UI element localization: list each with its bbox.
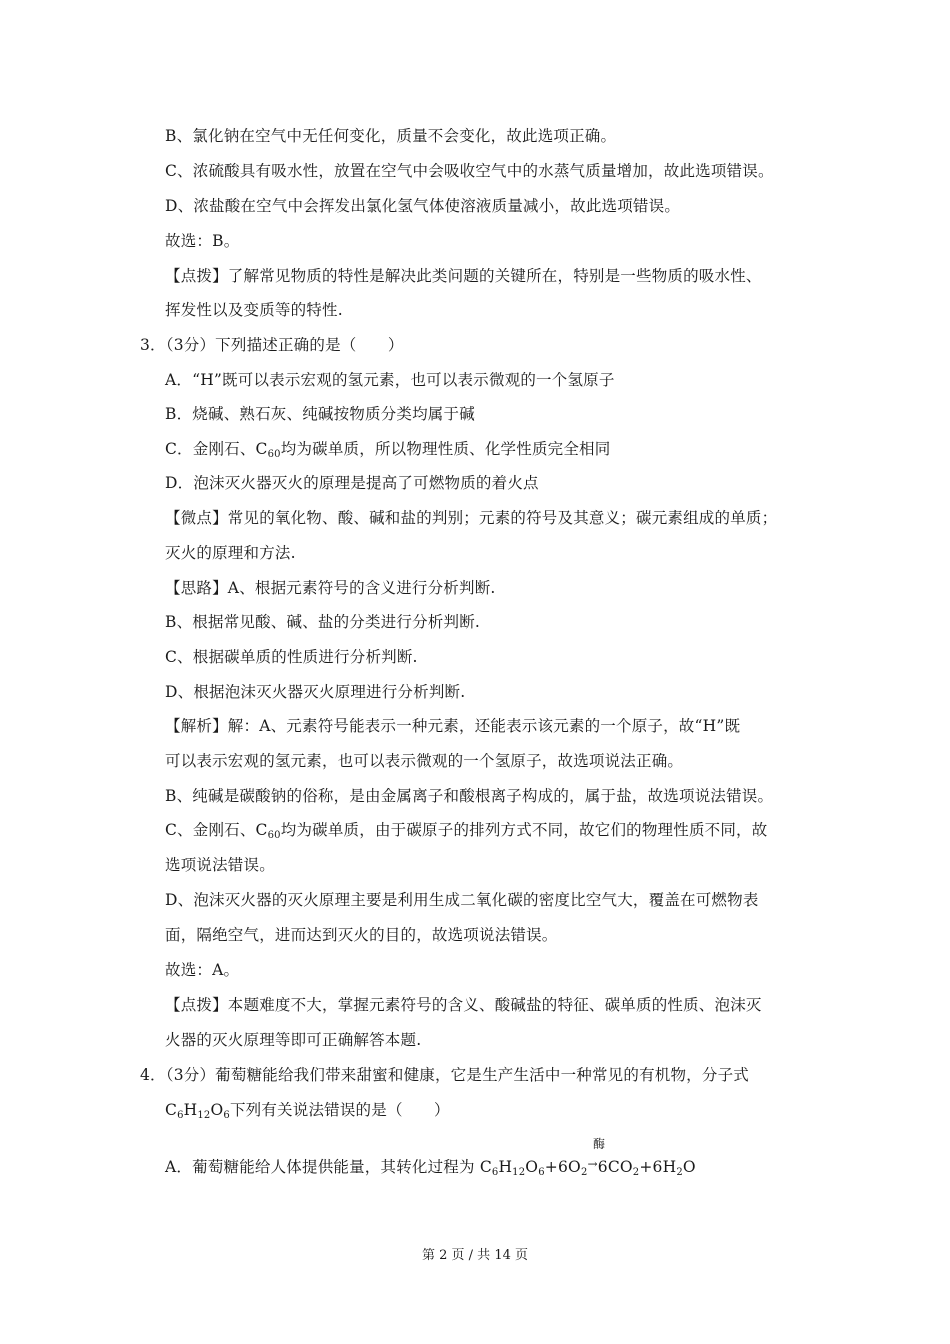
- subscript: 6: [223, 1110, 230, 1121]
- page-number-footer: 第 2 页 / 共 14 页: [422, 1248, 528, 1263]
- knowledge-point-line: 【微点】常见的氧化物、酸、碱和盐的判别；元素的符号及其意义；碳元素组成的单质；: [165, 509, 778, 527]
- text-run: 均为碳单质，由于碳原子的排列方式不同，故它们的物理性质不同，故: [280, 821, 768, 839]
- tip-line: 火器的灭火原理等即可正确解答本题.: [165, 1031, 422, 1049]
- text-run: O: [682, 1158, 696, 1176]
- question-4-stem-continued: [165, 1100, 450, 1120]
- analysis-line: B、纯碱是碳酸钠的俗称，是由金属离子和酸根离子构成的，属于盐，故选项说法错误。: [165, 787, 774, 805]
- text-line: D、浓盐酸在空气中会挥发出氯化氢气体使溶液质量减小，故此选项错误。: [165, 197, 681, 215]
- text-run: O: [525, 1158, 539, 1176]
- subscript: 6: [491, 1167, 499, 1178]
- subscript: 60: [267, 830, 281, 841]
- text-run: H: [498, 1158, 513, 1176]
- option-c: [165, 439, 610, 459]
- option-a-equation: [165, 1154, 696, 1177]
- analysis-line: 可以表示宏观的氢元素，也可以表示微观的一个氢原子，故选项说法正确。: [165, 752, 684, 770]
- text-run: 6CO: [597, 1158, 633, 1176]
- subscript: 2: [632, 1167, 640, 1178]
- text-run: 均为碳单质，所以物理性质、化学性质完全相同: [280, 440, 611, 458]
- text-run: C: [165, 1101, 178, 1119]
- subscript: 6: [177, 1110, 184, 1121]
- analysis-line: 【解析】解：A、元素符号能表示一种元素，还能表示该元素的一个原子，故“H”既: [165, 717, 741, 735]
- question-4-stem: 4．（3分）葡萄糖能给我们带来甜蜜和健康，它是生产生活中一种常见的有机物，分子式: [140, 1066, 749, 1084]
- text-run: A．葡萄糖能给人体提供能量，其转化过程为 C: [165, 1158, 492, 1176]
- subscript: 60: [267, 449, 281, 460]
- subscript: 12: [512, 1167, 526, 1178]
- text-run: H: [183, 1101, 198, 1119]
- text-run: 下列有关说法错误的是（ ）: [229, 1101, 450, 1119]
- answer-line: 故选：B。: [165, 232, 240, 250]
- question-3-stem: 3．（3分）下列描述正确的是（ ）: [140, 336, 404, 354]
- enzyme-condition-label: 酶: [593, 1137, 606, 1151]
- text-run: C、金刚石、C: [165, 821, 268, 839]
- reaction-arrow-icon: →: [587, 1157, 598, 1171]
- text-line: B、氯化钠在空气中无任何变化，质量不会变化，故此选项正确。: [165, 127, 617, 145]
- subscript: 12: [197, 1110, 211, 1121]
- text-run: O: [210, 1101, 224, 1119]
- subscript: 2: [580, 1167, 588, 1178]
- option-d: D．泡沫灭火器灭火的原理是提高了可燃物质的着火点: [165, 474, 539, 492]
- approach-line: B、根据常见酸、碱、盐的分类进行分析判断.: [165, 613, 481, 631]
- tip-line: 【点拨】了解常见物质的特性是解决此类问题的关键所在，特别是一些物质的吸水性、: [165, 267, 762, 285]
- knowledge-point-line: 灭火的原理和方法.: [165, 544, 296, 562]
- text-run: C．金刚石、C: [165, 440, 268, 458]
- answer-line: 故选：A。: [165, 961, 240, 979]
- tip-line: 挥发性以及变质等的特性.: [165, 301, 343, 319]
- approach-line: 【思路】A、根据元素符号的含义进行分析判断.: [165, 579, 496, 597]
- option-b: B．烧碱、熟石灰、纯碱按物质分类均属于碱: [165, 405, 475, 423]
- text-run: +6H: [639, 1158, 677, 1176]
- approach-line: C、根据碳单质的性质进行分析判断.: [165, 648, 418, 666]
- tip-line: 【点拨】本题难度不大，掌握元素符号的含义、酸碱盐的特征、碳单质的性质、泡沫灭: [165, 996, 762, 1014]
- analysis-line: [165, 820, 767, 840]
- subscript: 2: [676, 1167, 683, 1178]
- analysis-line: D、泡沫灭火器的灭火原理主要是利用生成二氧化碳的密度比空气大，覆盖在可燃物表: [165, 891, 759, 909]
- option-a: A．“H”既可以表示宏观的氢元素，也可以表示微观的一个氢原子: [165, 371, 615, 389]
- subscript: 6: [538, 1167, 545, 1178]
- text-line: C、浓硫酸具有吸水性，放置在空气中会吸收空气中的水蒸气质量增加，故此选项错误。: [165, 162, 774, 180]
- analysis-line: 选项说法错误。: [165, 856, 275, 874]
- approach-line: D、根据泡沫灭火器灭火原理进行分析判断.: [165, 683, 466, 701]
- text-run: +6O: [544, 1158, 581, 1176]
- analysis-line: 面，隔绝空气，进而达到灭火的目的，故选项说法错误。: [165, 926, 558, 944]
